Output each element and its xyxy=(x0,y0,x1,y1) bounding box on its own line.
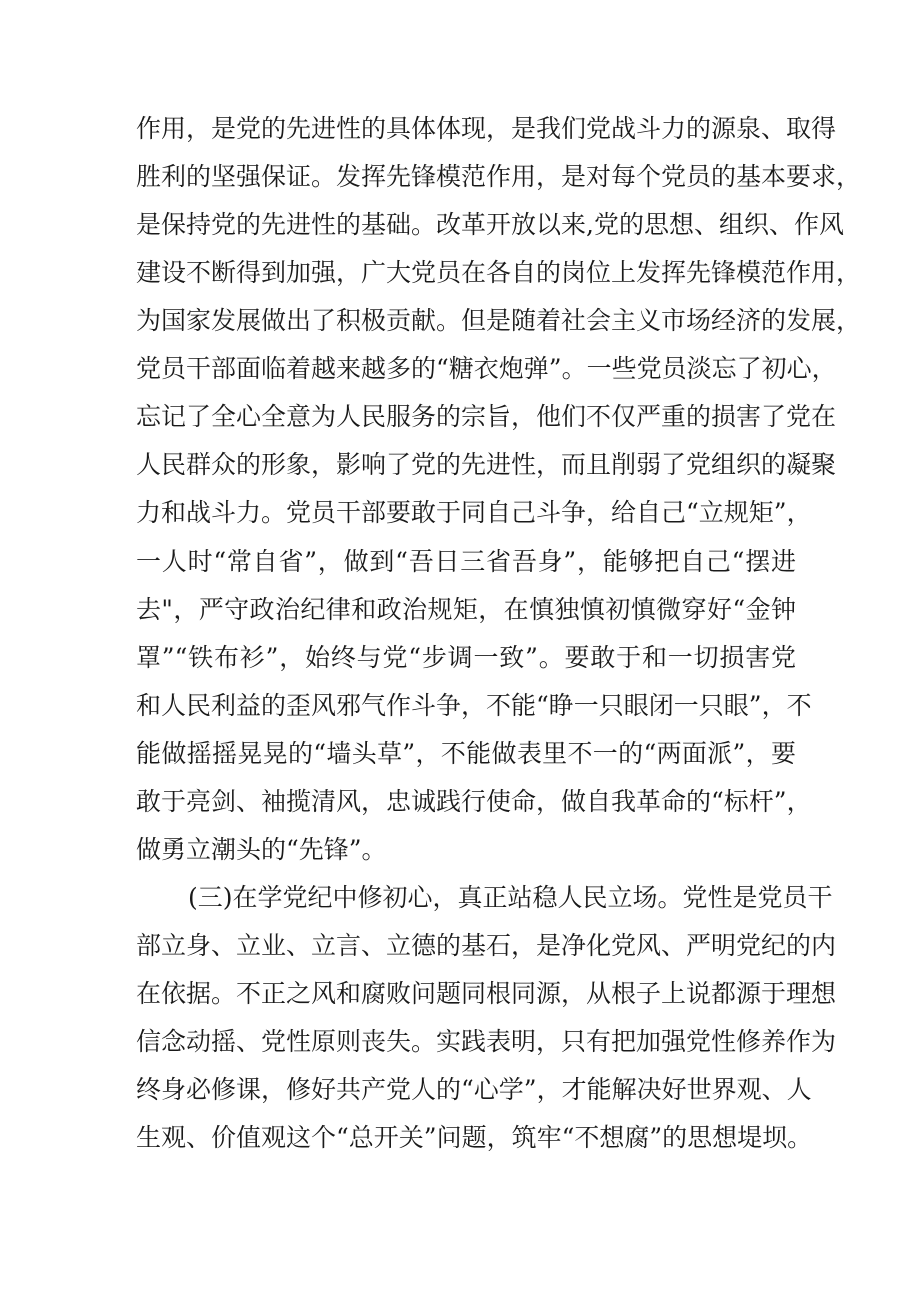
text-line: 是保持党的先进性的基础。改革开放以来,党的思想、组织、作风 xyxy=(136,210,844,239)
text-line: 和人民利益的歪风邪气作斗争，不能“睁一只眼闭一只眼”，不 xyxy=(136,691,812,720)
text-line: 能做摇摇晃晃的“墙头草”，不能做表里不一的“两面派”，要 xyxy=(136,739,796,768)
text-line: 生观、价值观这个“总开关”问题，筑牢“不想腐”的思想堤坝。 xyxy=(136,1123,813,1152)
text-line: 罩”“铁布衫”，始终与党“步调一致”。要敢于和一切损害党 xyxy=(136,643,796,672)
text-line: 去"，严守政治纪律和政治规矩，在慎独慎初慎微穿好“金钟 xyxy=(136,595,796,624)
text-line: 党员干部面临着越来越多的“糖衣炮弹”。一些党员淡忘了初心， xyxy=(136,354,837,383)
text-line: 在依据。不正之风和腐败问题同根同源，从根子上说都源于理想 xyxy=(136,979,837,1008)
text-line: 忘记了全心全意为人民服务的宗旨，他们不仅严重的损害了党在 xyxy=(136,402,837,431)
text-line: 部立身、立业、立言、立德的基石，是净化党风、严明党纪的内 xyxy=(136,931,837,960)
text-line: 信念动摇、党性原则丧失。实践表明，只有把加强党性修养作为 xyxy=(136,1027,837,1056)
text-line: 力和战斗力。党员干部要敢于同自己斗争，给自己“立规矩”， xyxy=(136,498,812,527)
text-line: 敢于亮剑、袖揽清风，忠诚践行使命，做自我革命的“标杆”， xyxy=(136,787,812,816)
text-line: 终身必修课，修好共产党人的“心学”，才能解决好世界观、人 xyxy=(136,1075,812,1104)
text-line: 胜利的坚强保证。发挥先锋模范作用，是对每个党员的基本要求， xyxy=(136,162,862,191)
text-line: (三)在学党纪中修初心，真正站稳人民立场。党性是党员干 xyxy=(188,883,833,912)
text-line: 人民群众的形象，影响了党的先进性，而且削弱了党组织的凝聚 xyxy=(136,450,837,479)
text-line: 一人时“常自省”，做到“吾日三省吾身”，能够把自己“摆进 xyxy=(136,547,796,576)
text-line: 作用，是党的先进性的具体体现，是我们党战斗力的源泉、取得 xyxy=(136,114,837,143)
text-line: 为国家发展做出了积极贡献。但是随着社会主义市场经济的发展， xyxy=(136,306,862,335)
text-line: 建设不断得到加强，广大党员在各自的岗位上发挥先锋模范作用， xyxy=(136,258,862,287)
text-line: 做勇立潮头的“先锋”。 xyxy=(136,835,387,864)
